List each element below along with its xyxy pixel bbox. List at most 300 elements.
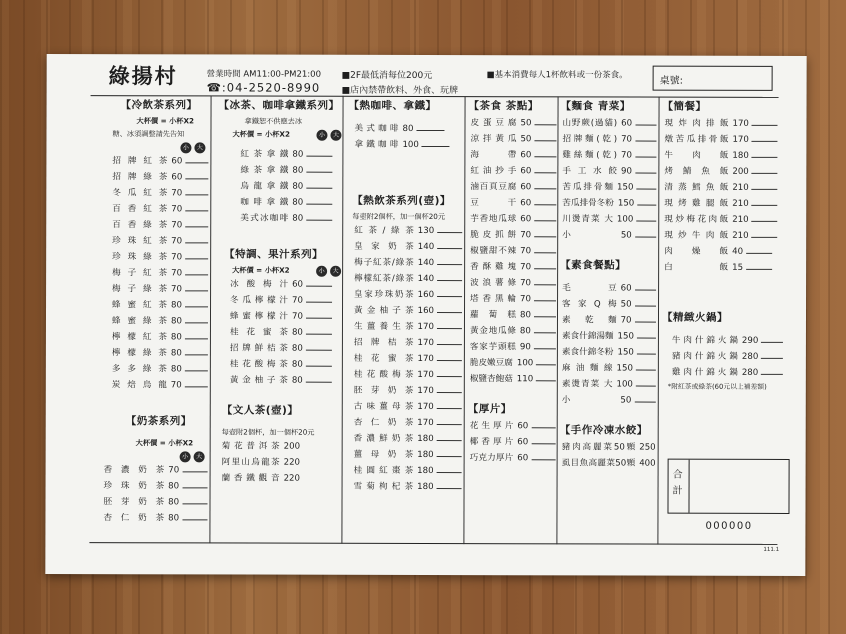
latte-note: 拿鐵恕不供應去冰 — [244, 116, 303, 126]
quantity-blank[interactable] — [437, 351, 462, 361]
quantity-blank[interactable] — [534, 211, 556, 221]
menu-item — [354, 239, 462, 255]
menu-item — [562, 360, 656, 376]
quantity-blank[interactable] — [752, 132, 778, 142]
menu-item-name: 肉燥飯 — [664, 246, 729, 257]
quantity-blank[interactable] — [182, 462, 207, 472]
quantity-blank[interactable] — [635, 281, 656, 291]
quantity-blank[interactable] — [636, 377, 656, 387]
quantity-blank[interactable] — [534, 307, 556, 317]
menu-item — [112, 281, 208, 297]
menu-item — [470, 211, 556, 227]
quantity-blank[interactable] — [306, 277, 332, 287]
menu-item-price: 100 — [402, 139, 419, 150]
quantity-blank[interactable] — [536, 355, 556, 365]
menu-item-name: 虱目魚高麗菜50顆 — [561, 458, 636, 469]
snacks-title: 【茶食 茶點】 — [468, 100, 539, 113]
menu-item-price: 60 — [171, 156, 183, 167]
menu-item — [230, 340, 340, 356]
menu-item — [562, 392, 656, 408]
quantity-blank[interactable] — [752, 116, 778, 126]
quantity-blank[interactable] — [752, 164, 778, 174]
menu-item-name: 海帶 — [470, 150, 517, 161]
menu-item-price: 60 — [517, 421, 529, 432]
quantity-blank[interactable] — [635, 313, 656, 323]
quantity-blank[interactable] — [185, 153, 208, 163]
menu-item-name: 冬瓜紅茶 — [112, 188, 168, 199]
menu-item — [222, 454, 340, 470]
quantity-blank[interactable] — [637, 196, 656, 206]
menu-item-price: 70 — [520, 246, 532, 257]
menu-item — [230, 324, 340, 340]
menu-item-name: 塔香黑輪 — [470, 294, 517, 305]
menu-item — [562, 211, 656, 227]
menu-item-name: 皮蛋豆腐 — [470, 118, 517, 129]
menu-item-name: 麻油麵線 — [561, 363, 613, 374]
quantity-blank[interactable] — [634, 393, 655, 403]
menu-item — [562, 455, 656, 471]
menu-item-price: 80 — [519, 310, 531, 321]
menu-item-price: 70 — [621, 134, 633, 145]
quantity-blank[interactable] — [531, 434, 555, 444]
quantity-blank[interactable] — [635, 148, 656, 158]
menu-item — [470, 291, 556, 307]
quantity-blank[interactable] — [636, 180, 656, 190]
menu-item-name: 毛豆 — [562, 283, 617, 294]
menu-item-name: 珍珠奶茶 — [103, 481, 165, 492]
quantity-blank[interactable] — [636, 212, 656, 222]
minimum-order-rule: ■基本消費每人1杯飲料或一份茶食。 — [486, 70, 628, 81]
menu-item-name: 美式咖啡 — [354, 123, 399, 134]
menu-item — [354, 463, 462, 479]
menu-item-price: 70 — [520, 278, 532, 289]
quantity-blank[interactable] — [306, 147, 332, 157]
quantity-blank[interactable] — [185, 217, 208, 227]
small-cup-icon: 小 — [180, 451, 191, 462]
menu-item-price: 170 — [417, 369, 434, 381]
menu-item-price: 140 — [417, 241, 435, 253]
menu-item-price: 110 — [516, 374, 534, 385]
quantity-blank[interactable] — [182, 510, 207, 520]
menu-item-name: 招牌紅茶 — [112, 156, 168, 167]
quantity-blank[interactable] — [531, 450, 555, 460]
menu-item — [104, 462, 208, 478]
menu-item — [470, 371, 556, 387]
quantity-blank[interactable] — [437, 479, 462, 489]
menu-item — [354, 223, 462, 239]
quantity-blank[interactable] — [761, 365, 783, 375]
quantity-blank[interactable] — [437, 399, 462, 409]
menu-item-name: 招牌鮮桔茶 — [229, 343, 288, 354]
quantity-blank[interactable] — [185, 169, 208, 179]
menu-item — [240, 195, 340, 211]
menu-item — [562, 163, 656, 179]
quantity-blank[interactable] — [746, 260, 772, 270]
menu-item-name: 杏仁奶茶 — [103, 513, 165, 524]
quantity-blank[interactable] — [185, 329, 208, 339]
quantity-blank[interactable] — [534, 131, 556, 141]
menu-item — [112, 313, 208, 329]
menu-item-name: 波浪薯條 — [470, 278, 517, 289]
quantity-blank[interactable] — [752, 212, 778, 222]
column-divider — [463, 96, 465, 544]
menu-item — [470, 418, 556, 434]
juice-size-note: 大杯價 = 小杯X2 — [232, 265, 290, 275]
menu-item — [664, 132, 800, 148]
menu-item — [470, 355, 556, 371]
menu-item-price: 170 — [417, 401, 434, 413]
menu-item — [664, 148, 800, 164]
menu-item-price: 150 — [616, 363, 633, 374]
menu-item — [470, 227, 556, 243]
total-separator — [688, 460, 689, 513]
menu-item — [354, 431, 462, 447]
menu-item-name: 客家Q梅 — [562, 299, 617, 310]
toast-list — [468, 418, 556, 466]
menu-item-price: 170 — [417, 417, 434, 429]
hotpot-list — [662, 333, 800, 381]
menu-item-name: 多多綠茶 — [111, 364, 167, 375]
toast-title: 【厚片】 — [467, 403, 512, 416]
menu-item-price: 70 — [520, 262, 532, 273]
quantity-blank[interactable] — [534, 227, 556, 237]
quantity-blank[interactable] — [182, 478, 207, 488]
column-6 — [662, 99, 801, 393]
quantity-blank[interactable] — [185, 201, 208, 211]
cold-ice-note: 糖、冰須調整請先告知 — [112, 129, 185, 139]
column-4 — [468, 98, 557, 466]
quantity-blank[interactable] — [752, 196, 778, 206]
quantity-blank[interactable] — [185, 233, 208, 243]
meals-list — [662, 116, 800, 276]
menu-item-name: 烤鯖魚飯 — [664, 166, 729, 177]
quantity-blank[interactable] — [306, 211, 332, 221]
quantity-blank[interactable] — [306, 309, 332, 319]
total-field[interactable] — [667, 459, 789, 514]
menu-item — [354, 479, 462, 495]
menu-item-price: 170 — [417, 385, 434, 397]
menu-item-name: 川燙青菜 大 — [562, 214, 613, 225]
menu-item-name: 蜂蜜綠茶 — [111, 316, 167, 327]
quantity-blank[interactable] — [437, 415, 462, 425]
quantity-blank[interactable] — [635, 228, 656, 238]
menu-item-name: 清蒸鱈魚飯 — [664, 182, 729, 193]
table-number-field[interactable] — [653, 66, 773, 91]
menu-item — [562, 280, 656, 296]
menu-item-price: 210 — [732, 182, 749, 193]
quantity-blank[interactable] — [306, 163, 332, 173]
menu-item-name: 芋香地瓜球 — [470, 214, 517, 225]
quantity-blank[interactable] — [437, 287, 462, 297]
menu-item-name: 皇家奶茶 — [354, 241, 414, 252]
menu-item — [672, 333, 800, 349]
menu-item-name: 紅茶拿鐵 — [240, 149, 289, 160]
menu-item-name: 桂花酸梅茶 — [353, 369, 414, 380]
menu-item-price: 50 — [520, 118, 532, 129]
menu-item-name: 現炒梅花肉飯 — [664, 214, 729, 225]
quantity-blank[interactable] — [534, 339, 556, 349]
quantity-blank[interactable] — [761, 333, 783, 343]
column-divider — [657, 97, 659, 545]
quantity-blank[interactable] — [185, 281, 208, 291]
literati-tea-list — [218, 438, 340, 486]
menu-item — [103, 510, 207, 526]
menu-item-price: 140 — [417, 273, 435, 285]
quantity-blank[interactable] — [534, 275, 556, 285]
menu-item — [562, 131, 656, 147]
brand-logo: 綠揚村 — [108, 63, 178, 89]
menu-item-price: 400 — [639, 458, 656, 469]
quantity-blank[interactable] — [306, 179, 332, 189]
menu-item-name: 招牌桔茶 — [353, 337, 414, 348]
menu-item — [470, 339, 556, 355]
hot-tea-note: 每壺附2個杯，加一個杯20元 — [352, 211, 446, 222]
quantity-blank[interactable] — [422, 137, 450, 147]
quantity-blank[interactable] — [534, 291, 556, 301]
quantity-blank[interactable] — [437, 463, 462, 473]
menu-item-price: 70 — [171, 268, 183, 279]
menu-item-price: 70 — [292, 295, 303, 306]
menu-item — [112, 201, 208, 217]
quantity-blank[interactable] — [185, 345, 208, 355]
menu-item — [112, 345, 208, 361]
menu-item — [354, 399, 462, 415]
snacks-list — [468, 115, 557, 387]
quantity-blank[interactable] — [185, 249, 208, 259]
menu-item-price: 280 — [741, 367, 759, 378]
menu-item-name: 巧克力厚片 — [469, 453, 514, 464]
menu-item — [470, 163, 556, 179]
menu-item — [470, 195, 556, 211]
menu-item-price: 170 — [417, 321, 434, 333]
menu-item — [664, 196, 800, 212]
menu-item-price: 180 — [417, 449, 434, 461]
quantity-blank[interactable] — [306, 293, 332, 303]
quantity-blank[interactable] — [752, 228, 778, 238]
quantity-blank[interactable] — [437, 255, 462, 265]
quantity-blank[interactable] — [306, 357, 332, 367]
menu-item-name: 素燙青菜 大 — [561, 379, 613, 390]
quantity-blank[interactable] — [182, 494, 207, 504]
quantity-blank[interactable] — [534, 259, 556, 269]
quantity-blank[interactable] — [437, 335, 462, 345]
cup-size-icons — [316, 266, 341, 277]
quantity-blank[interactable] — [185, 185, 208, 195]
menu-item-price: 60 — [517, 453, 529, 464]
quantity-blank[interactable] — [752, 148, 778, 158]
menu-item-name: 百香紅茶 — [112, 204, 168, 215]
menu-item — [470, 450, 556, 466]
menu-item — [664, 116, 800, 132]
quantity-blank[interactable] — [637, 329, 656, 339]
menu-item-price: 80 — [168, 513, 180, 524]
quantity-blank[interactable] — [752, 180, 778, 190]
menu-item — [112, 169, 208, 185]
quantity-blank[interactable] — [185, 265, 208, 275]
menu-item — [240, 179, 340, 195]
menu-item-name: 冰酸梅汁 — [230, 279, 289, 290]
menu-item-name: 小 — [561, 395, 571, 406]
menu-item-price: 150 — [617, 331, 634, 342]
menu-item — [562, 179, 656, 195]
hot-coffee-list — [348, 121, 462, 153]
menu-item — [230, 308, 340, 324]
noodles-list — [560, 115, 656, 243]
quantity-blank[interactable] — [437, 271, 462, 281]
quantity-blank[interactable] — [534, 179, 556, 189]
quantity-blank[interactable] — [534, 147, 556, 157]
column-divider — [341, 96, 343, 544]
menu-item — [562, 227, 656, 243]
quantity-blank[interactable] — [437, 223, 462, 233]
menu-item — [112, 185, 208, 201]
menu-item-price: 70 — [171, 236, 183, 247]
menu-item — [230, 292, 340, 308]
quantity-blank[interactable] — [185, 361, 208, 371]
quantity-blank[interactable] — [531, 418, 555, 428]
menu-item-price: 80 — [291, 327, 303, 338]
bottom-divider — [89, 542, 777, 545]
menu-item-price: 70 — [291, 311, 303, 322]
menu-item-name: 白飯 — [664, 262, 729, 273]
menu-item-price: 80 — [292, 197, 304, 208]
menu-item-name: 檸檬紅茶 — [111, 332, 167, 343]
menu-item — [112, 153, 208, 169]
serial-number: 000000 — [705, 520, 753, 532]
menu-item-price: 200 — [732, 166, 749, 177]
quantity-blank[interactable] — [437, 447, 462, 457]
menu-item — [230, 356, 340, 372]
menu-item-price: 180 — [417, 433, 434, 445]
quantity-blank[interactable] — [534, 243, 556, 253]
menu-item — [562, 115, 656, 131]
quantity-blank[interactable] — [635, 164, 656, 174]
menu-item-price: 80 — [291, 343, 303, 354]
menu-item-price: 80 — [292, 181, 304, 192]
quantity-blank[interactable] — [437, 367, 462, 377]
menu-item-price: 170 — [417, 337, 434, 349]
menu-item-price: 60 — [171, 172, 183, 183]
menu-item — [222, 470, 340, 486]
menu-item — [230, 372, 340, 388]
literati-note: 每壺附2個杯，加一個杯20元 — [221, 427, 315, 437]
quantity-blank[interactable] — [534, 195, 556, 205]
quantity-blank[interactable] — [635, 116, 656, 126]
quantity-blank[interactable] — [637, 345, 656, 355]
literati-tea-title: 【文人茶(壺)】 — [221, 404, 299, 417]
quantity-blank[interactable] — [416, 121, 444, 131]
quantity-blank[interactable] — [306, 341, 332, 351]
milk-tea-list — [101, 462, 207, 526]
menu-item — [112, 329, 208, 345]
menu-item-name: 現炸肉排飯 — [664, 118, 729, 129]
menu-item-price: 70 — [171, 252, 183, 263]
menu-item-price: 210 — [732, 214, 749, 225]
quantity-blank[interactable] — [635, 297, 656, 307]
menu-item-name: 梅子紅茶 — [112, 268, 168, 279]
menu-item-price: 80 — [519, 326, 531, 337]
menu-item — [562, 195, 656, 211]
menu-item — [104, 478, 208, 494]
menu-item-price: 50 — [620, 299, 632, 310]
quantity-blank[interactable] — [437, 239, 462, 249]
menu-item — [354, 121, 462, 137]
hotpot-title: 【精緻火鍋】 — [661, 311, 729, 324]
juice-list — [218, 276, 340, 388]
menu-item-name: 胚芽奶茶 — [353, 385, 414, 396]
quantity-blank[interactable] — [437, 383, 462, 393]
menu-item-name: 客家芋頭糕 — [469, 342, 516, 353]
large-cup-icon: 大 — [330, 266, 341, 277]
menu-item-price: 220 — [283, 473, 300, 484]
menu-item-name: 手工水餃 — [562, 166, 617, 177]
menu-item-name: 現烤雞腿飯 — [664, 198, 729, 209]
menu-item-price: 280 — [741, 351, 759, 362]
menu-item — [354, 447, 462, 463]
menu-item-price: 50 — [520, 134, 532, 145]
menu-item-price: 70 — [171, 204, 183, 215]
menu-item — [562, 328, 656, 344]
quantity-blank[interactable] — [534, 115, 556, 125]
hot-tea-list — [348, 223, 463, 495]
menu-item-price: 210 — [732, 198, 749, 209]
quantity-blank[interactable] — [185, 377, 208, 387]
menu-item-price: 60 — [520, 198, 532, 209]
menu-item-price: 60 — [520, 150, 532, 161]
quantity-blank[interactable] — [306, 373, 332, 383]
quantity-blank[interactable] — [306, 195, 332, 205]
menu-item-name: 生薑養生茶 — [353, 321, 414, 332]
quantity-blank[interactable] — [437, 319, 462, 329]
menu-item-price: 140 — [417, 257, 435, 269]
quantity-blank[interactable] — [635, 132, 656, 142]
menu-item-price: 80 — [292, 165, 304, 176]
column-2 — [218, 97, 341, 486]
quantity-blank[interactable] — [761, 349, 783, 359]
column-divider — [209, 95, 211, 543]
quantity-blank[interactable] — [437, 303, 462, 313]
quantity-blank[interactable] — [534, 323, 556, 333]
quantity-blank[interactable] — [536, 371, 556, 381]
menu-item-price: 50 — [620, 395, 632, 406]
menu-item — [470, 147, 556, 163]
menu-item — [470, 259, 556, 275]
quantity-blank[interactable] — [185, 297, 208, 307]
menu-item-name: 牛肉飯 — [664, 150, 729, 161]
dumplings-list — [560, 439, 656, 471]
quantity-blank[interactable] — [306, 325, 332, 335]
menu-item-price: 60 — [520, 166, 532, 177]
menu-item — [470, 434, 556, 450]
menu-item-price: 50 — [620, 230, 632, 241]
menu-item-price: 15 — [732, 262, 744, 273]
menu-item — [354, 287, 462, 303]
quantity-blank[interactable] — [746, 244, 772, 254]
menu-item-name: 檸檬紅茶/綠茶 — [354, 273, 414, 284]
latte-list — [218, 146, 340, 226]
large-cup-icon: 大 — [194, 451, 205, 462]
menu-item — [562, 439, 656, 455]
small-cup-icon: 小 — [180, 142, 191, 153]
menu-item-price: 210 — [732, 230, 749, 241]
menu-item-name: 拿鐵咖啡 — [354, 139, 399, 150]
quantity-blank[interactable] — [437, 431, 462, 441]
quantity-blank[interactable] — [185, 313, 208, 323]
quantity-blank[interactable] — [534, 163, 556, 173]
menu-item-price: 70 — [520, 294, 531, 305]
menu-item-price: 80 — [170, 332, 182, 343]
quantity-blank[interactable] — [636, 361, 656, 371]
